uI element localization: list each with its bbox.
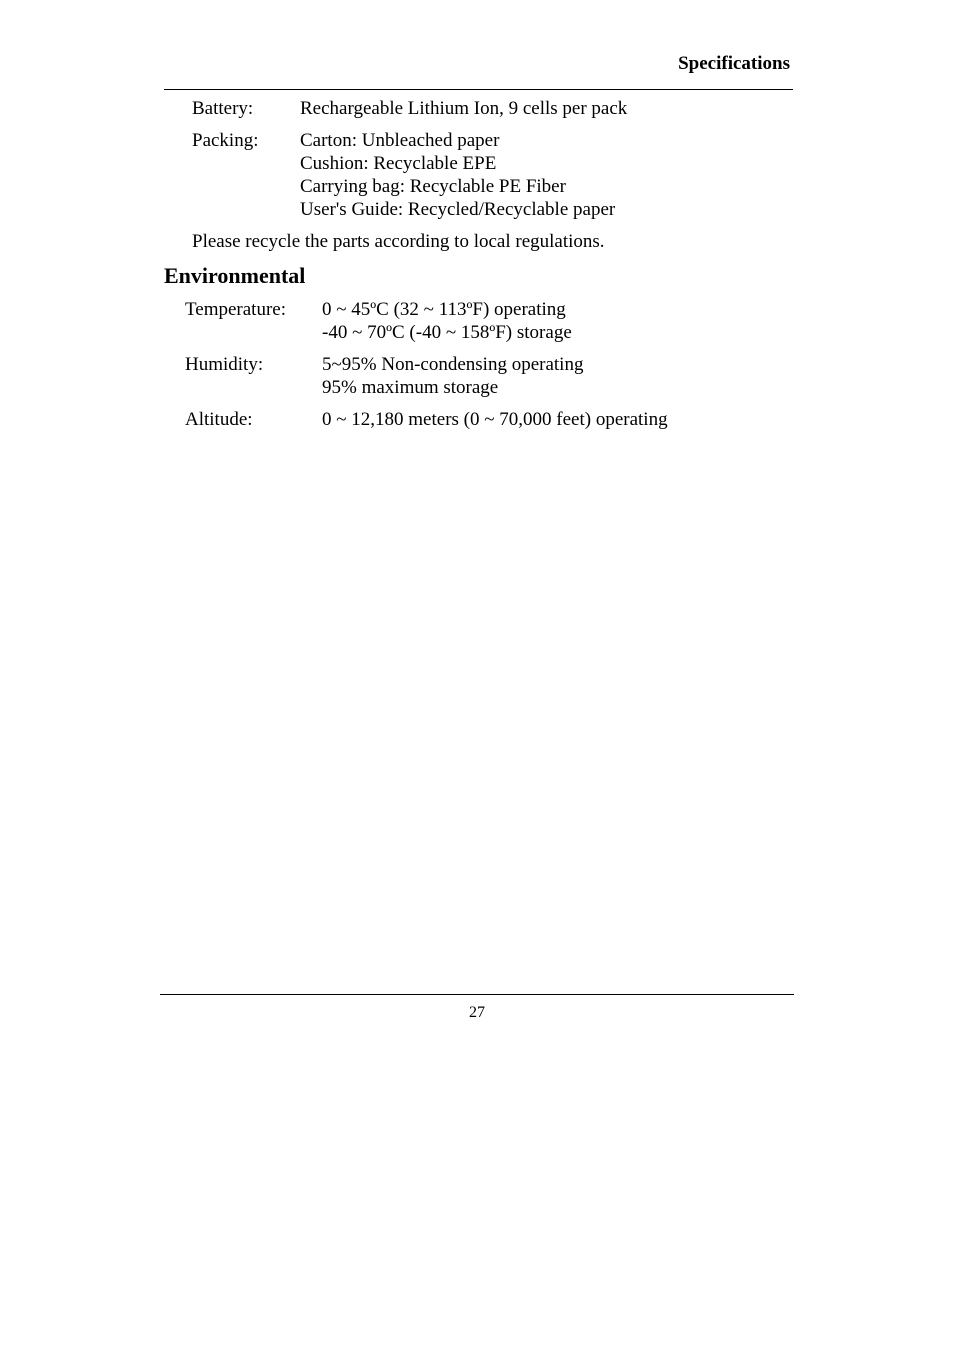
spec-list-environmental: [185, 298, 668, 440]
spec-row-temperature: [185, 298, 668, 344]
spec-label: Temperature:: [185, 299, 287, 320]
header-rule: [164, 89, 793, 90]
spec-value-line: 0 ~ 45ºC (32 ~ 113ºF) operating: [322, 299, 566, 320]
spec-label: Altitude:: [185, 409, 253, 430]
spec-values: [322, 353, 583, 399]
spec-label: Battery:: [192, 98, 254, 119]
spec-row-altitude: [185, 408, 668, 431]
spec-list-power-packing: [192, 97, 627, 230]
spec-label: Packing:: [192, 130, 259, 151]
spec-values: [322, 408, 668, 431]
spec-row-humidity: [185, 353, 668, 399]
spec-values: [300, 97, 627, 120]
spec-row-packing: [192, 129, 627, 221]
running-header-title: Specifications: [678, 53, 790, 74]
spec-values: [300, 129, 615, 221]
spec-row-battery: [192, 97, 627, 120]
spec-value-line: 5~95% Non-condensing operating: [322, 354, 584, 375]
spec-value-line: Cushion: Recyclable EPE: [300, 153, 497, 174]
page-number: 27: [469, 1004, 485, 1021]
spec-value-line: 95% maximum storage: [322, 377, 499, 398]
section-heading-environmental: Environmental: [164, 263, 306, 288]
spec-label: Humidity:: [185, 354, 264, 375]
footer-rule: [160, 994, 794, 995]
spec-value-line: Carton: Unbleached paper: [300, 130, 500, 151]
spec-value-line: Carrying bag: Recyclable PE Fiber: [300, 176, 566, 197]
recycling-note: Please recycle the parts according to local regulations.: [192, 231, 605, 252]
spec-value-line: -40 ~ 70ºC (-40 ~ 158ºF) storage: [322, 322, 572, 343]
spec-values: [322, 298, 572, 344]
spec-value-line: Rechargeable Lithium Ion, 9 cells per pack: [300, 98, 628, 119]
spec-value-line: User's Guide: Recycled/Recyclable paper: [300, 199, 616, 220]
spec-value-line: 0 ~ 12,180 meters (0 ~ 70,000 feet) operating: [322, 409, 668, 430]
